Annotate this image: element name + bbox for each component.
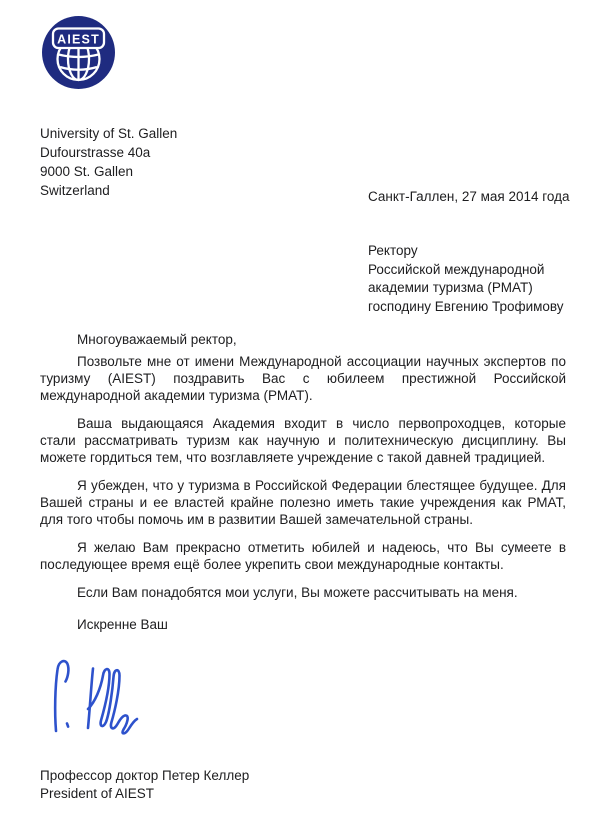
salutation: Многоуважаемый ректор, (77, 332, 237, 347)
logo-text: AIEST (57, 32, 100, 47)
letter-body (40, 331, 566, 633)
signature-image (40, 652, 158, 754)
signature-ink (40, 652, 158, 754)
recipient-line: академии туризма (РМАТ) (368, 280, 533, 295)
paragraph-2: Ваша выдающаяся Академия входит в число первопроходцев, которые стали рассматривать туризм как научную и политехническую дисциплину. Вы можете гордиться тем, что возглавляете учреждение с такой давней традицией. (40, 416, 566, 465)
closing: Искренне Ваш (77, 617, 168, 632)
signoff-title: President of AIEST (40, 785, 155, 801)
sender-line: Dufourstrasse 40a (40, 145, 151, 160)
sender-line: University of St. Gallen (40, 126, 178, 141)
recipient-line: господину Евгению Трофимову (368, 298, 564, 314)
paragraph-1: Позвольте мне от имени Международной ассоциации научных экспертов по туризму (AIEST) поздравить Вас с юбилеем престижной Российской международной академии туризма (РМАТ). (40, 354, 566, 403)
sender-address (40, 124, 177, 200)
recipient-line: Ректору (368, 243, 418, 258)
paragraph-5: Если Вам понадобятся мои услуги, Вы можете рассчитывать на меня. (77, 585, 518, 600)
signoff-name: Профессор доктор Петер Келлер (40, 768, 250, 783)
sender-line: 9000 St. Gallen (40, 164, 134, 179)
sender-line: Switzerland (40, 183, 110, 198)
paragraph-3: Я убежден, что у туризма в Российской Федерации блестящее будущее. Для Вашей страны и ее властей крайне полезно иметь такие учреждения как РМАТ, для того чтобы помочь им в развитии Вашей замечательной страны. (40, 478, 566, 527)
aiest-logo-graphic (42, 16, 115, 89)
paragraph-4: Я желаю Вам прекрасно отметить юбилей и надеюсь, что Вы сумеете в последующее время ещё более укрепить свои международные контакты. (40, 540, 566, 572)
aiest-logo (42, 16, 115, 89)
recipient-line: Российской международной (368, 261, 545, 277)
dateline: Санкт-Галлен, 27 мая 2014 года (368, 189, 570, 204)
recipient-block (368, 242, 564, 316)
signoff-block (40, 767, 249, 802)
